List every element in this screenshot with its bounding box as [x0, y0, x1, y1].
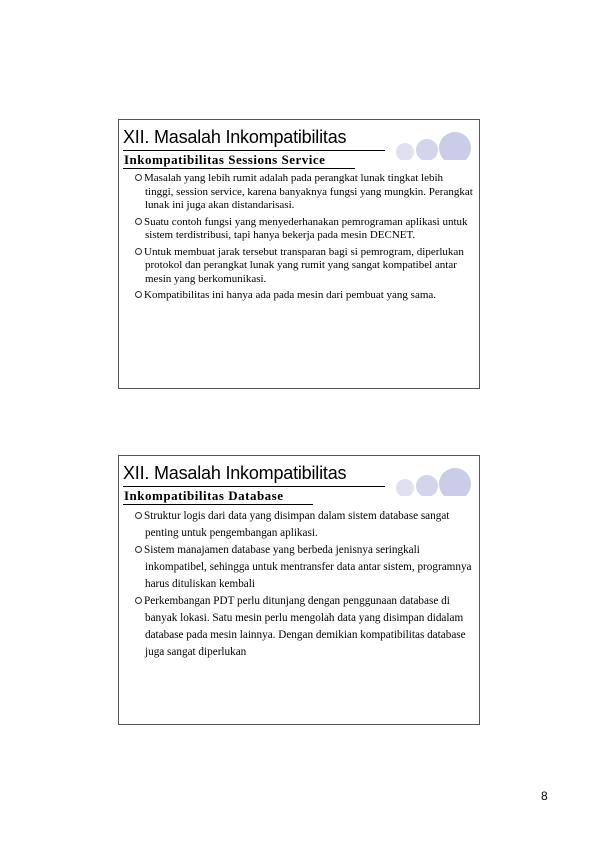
list-item — [135, 593, 473, 661]
bullet-text: Kompatibilitas ini hanya ada pada mesin dari pembuat yang sama. — [144, 289, 437, 301]
bullet-text: Untuk membuat jarak tersebut transparan bagi si pemrogram, diperlukan protokol dan perangkat lunak yang rumit yang sangat kompatibel antar mesin yang berkomunikasi. — [144, 245, 464, 285]
bullet-text: Sistem manajamen database yang berbeda jenisnya seringkali inkompatibel, sehingga untuk mentransfer data antar sistem, programnya harus dituliskan kembali — [144, 544, 472, 590]
title-divider — [123, 150, 385, 151]
subtitle-divider — [123, 504, 313, 505]
bullet-text: Struktur logis dari data yang disimpan dalam sistem database sangat penting untuk pengembangan aplikasi. — [144, 510, 450, 539]
bullet-text: Suatu contoh fungsi yang menyederhanakan pemrograman aplikasi untuk sistem terdistribusi, tapi hanya bekerja pada mesin DECNET. — [144, 215, 468, 241]
bullet-list — [135, 172, 473, 306]
decorative-circles-icon — [393, 126, 475, 160]
subtitle-divider — [123, 168, 355, 169]
bullet-ring-icon — [135, 512, 142, 519]
list-item — [135, 289, 473, 303]
bullet-text: Perkembangan PDT perlu ditunjang dengan penggunaan database di banyak lokasi. Satu mesin perlu mengolah data yang disimpan didalam database pada mesin lainnya. Dengan demikian kompatibilitas database juga sangat diperlukan — [144, 595, 466, 658]
slide-title: XII. Masalah Inkompatibilitas — [123, 127, 347, 147]
bullet-ring-icon — [135, 248, 142, 255]
list-item — [135, 542, 473, 593]
list-item — [135, 216, 473, 243]
bullet-text: Masalah yang lebih rumit adalah pada perangkat lunak tingkat lebih tinggi, session service, karena banyaknya fungsi yang mungkin. Perangkat lunak ini juga akan distandarisasi. — [144, 172, 473, 211]
decorative-circles-icon — [393, 462, 475, 496]
bullet-list — [135, 508, 473, 661]
bullet-ring-icon — [135, 546, 142, 553]
list-item — [135, 172, 473, 213]
bullet-ring-icon — [135, 291, 142, 298]
bullet-ring-icon — [135, 597, 142, 604]
bullet-ring-icon — [135, 174, 142, 181]
slide-title: XII. Masalah Inkompatibilitas — [123, 463, 347, 483]
title-divider — [123, 486, 385, 487]
bullet-ring-icon — [135, 218, 142, 225]
slide-subtitle: Inkompatibilitas Sessions Service — [124, 152, 326, 167]
slide-1 — [118, 119, 480, 389]
list-item — [135, 246, 473, 287]
slide-subtitle: Inkompatibilitas Database — [124, 488, 284, 503]
page-number: 8 — [541, 789, 548, 803]
list-item — [135, 508, 473, 542]
slide-2 — [118, 455, 480, 725]
